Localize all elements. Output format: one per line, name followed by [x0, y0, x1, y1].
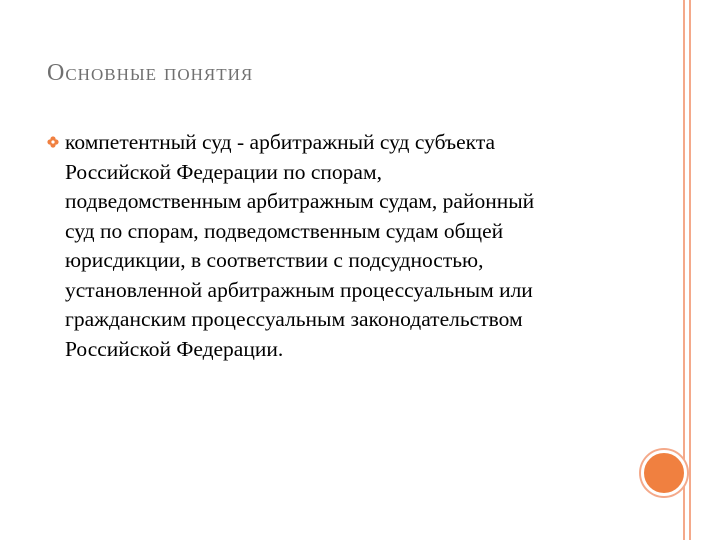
frame-line	[683, 0, 685, 540]
slide-content	[47, 128, 627, 364]
flower-bullet-icon	[47, 136, 59, 148]
bullet-item	[47, 128, 627, 364]
accent-circle	[641, 450, 687, 496]
bullet-text: компетентный суд - арбитражный суд субъекта Российской Федерации по спорам, подведомственным арбитражным судам, районный суд по спорам, подведомственным судам общей юрисдикции, в соответствии с подсудностью, установленной арбитражным процессуальным или гражданским процессуальным законодательством Российской Федерации.	[65, 130, 535, 361]
frame-line	[689, 0, 691, 540]
slide-title: Основные понятия	[47, 60, 254, 86]
